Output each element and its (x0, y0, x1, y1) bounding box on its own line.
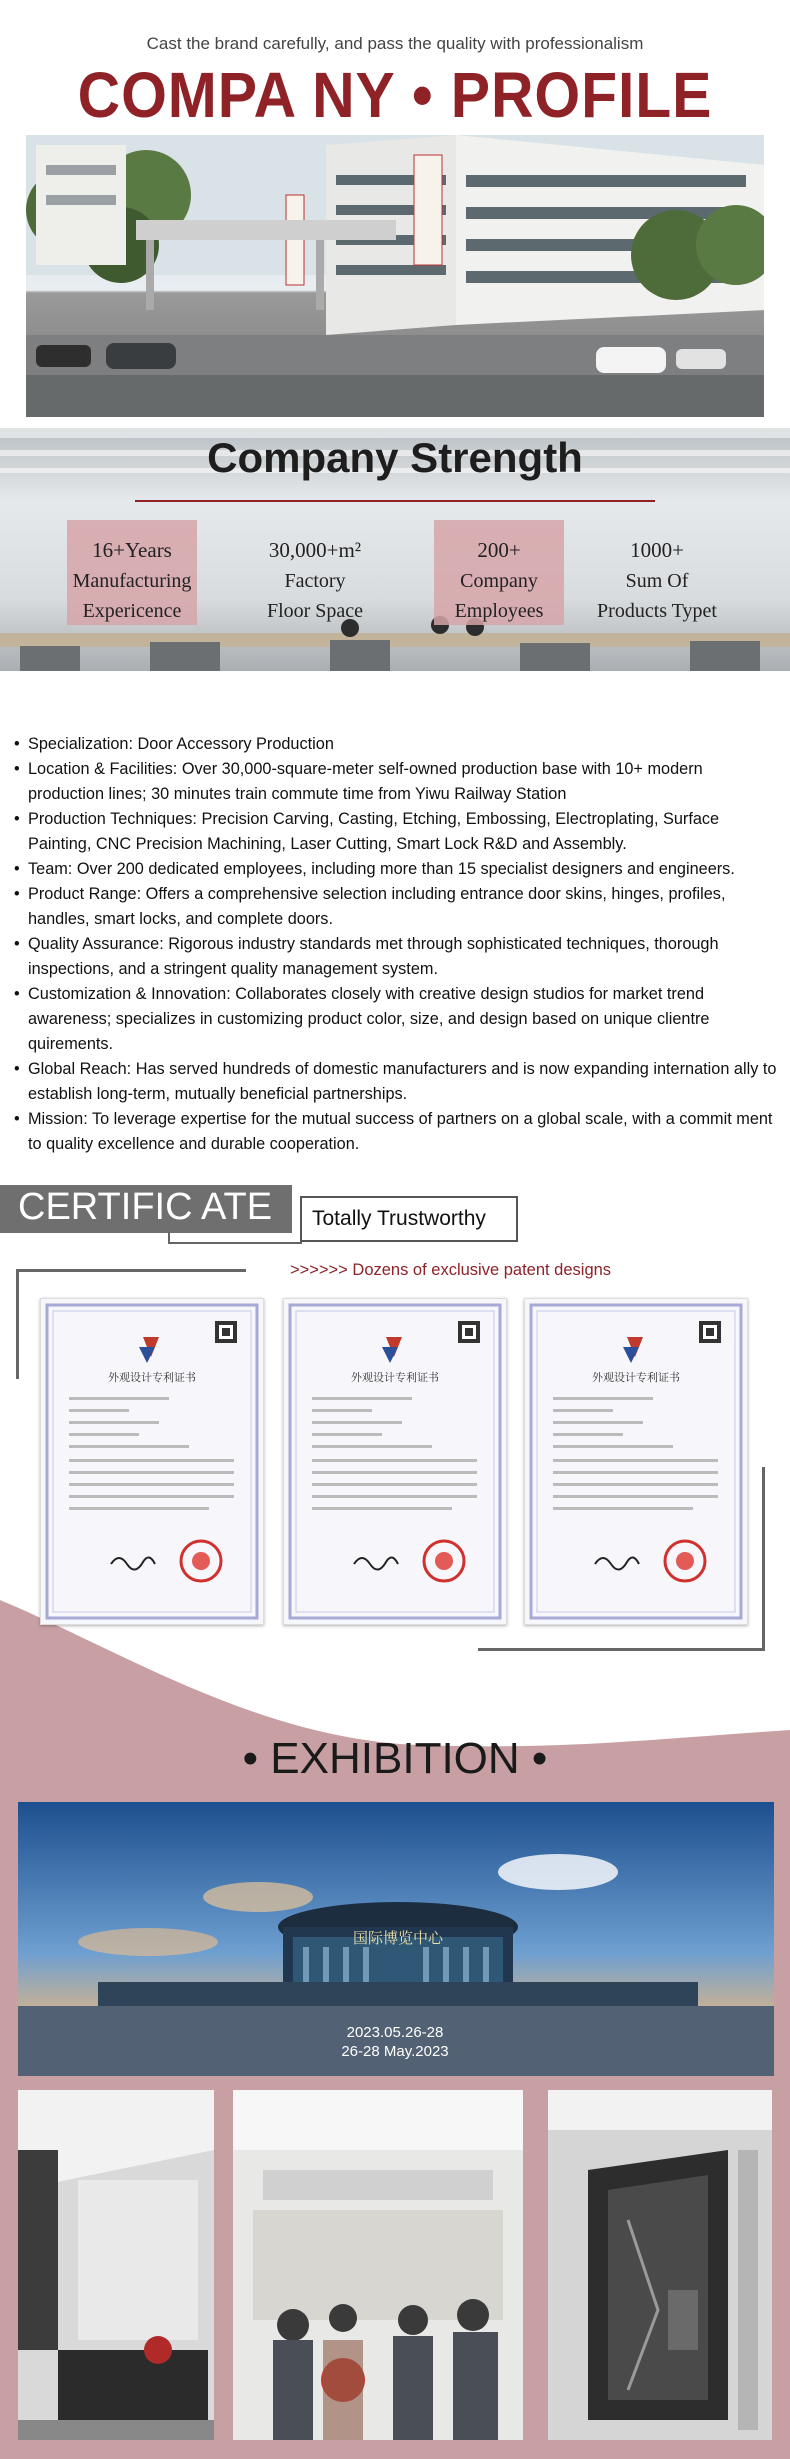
certificate-title: CERTIFIC ATE (18, 1186, 273, 1228)
list-item: • Production Techniques: Precision Carving, Casting, Etching, Embossing, Electroplating, Surface Painting, CNC Precision Machining, Laser Cutting, Smart Lock R&D and Assembly. (14, 807, 778, 857)
exhibition-title: • EXHIBITION • (242, 1734, 548, 1783)
list-item: • Team: Over 200 dedicated employees, including more than 15 specialist designers and engineers. (14, 857, 778, 882)
patent-line: >>>>>> Dozens of exclusive patent designs (290, 1261, 612, 1279)
strength-divider (135, 500, 655, 502)
list-item: • Specialization: Door Accessory Production (14, 732, 778, 757)
hall-sign: 国际博览中心 (352, 1929, 444, 1947)
exhibition-date-alt: 26-28 May.2023 (341, 2043, 449, 2060)
certificate-frame-line (762, 1467, 765, 1651)
tagline: Cast the brand carefully, and pass the quality with professionalism (146, 34, 644, 53)
trust-frame-line (168, 1242, 302, 1244)
patent-certificate (283, 1298, 507, 1625)
list-item: • Global Reach: Has served hundreds of domestic manufacturers and is now expanding internation ally to establish long-term, mutually beneficial partnerships. (14, 1057, 778, 1107)
certificate-doc-title: 外观设计专利证书 (108, 1371, 196, 1384)
factory-building-photo (26, 135, 764, 417)
strength-title: Company Strength (207, 434, 583, 481)
stat-label: Products Typet (597, 600, 717, 622)
stat-value: 1000+ (630, 538, 684, 562)
certificate-frame-line (16, 1269, 19, 1379)
certificate-doc-title: 外观设计专利证书 (351, 1371, 439, 1384)
stat-label: Factory (284, 570, 346, 592)
stat-company-employees (434, 520, 564, 625)
stat-label: Employees (454, 600, 544, 622)
patent-certificate (524, 1298, 748, 1625)
stat-label: Expericence (82, 600, 182, 622)
certificate-frame-line (478, 1648, 765, 1651)
booth-crowd-photo (233, 2090, 523, 2440)
list-item: • Location & Facilities: Over 30,000-square-meter self-owned production base with 10+ modern production lines; 30 minutes train commute time from Yiwu Railway Station (14, 757, 778, 807)
stat-value: 16+Years (92, 538, 172, 562)
company-details-list (14, 732, 778, 1157)
stat-label: Floor Space (266, 600, 364, 622)
stat-label: Manufacturing (72, 570, 192, 592)
certificate-frame-line (16, 1269, 246, 1272)
list-item: • Product Range: Offers a comprehensive selection including entrance door skins, hinges, profiles, handles, smart locks, and complete doors. (14, 882, 778, 932)
patent-certificate (40, 1298, 264, 1625)
trust-subtitle: Totally Trustworthy (312, 1207, 486, 1230)
stat-factory-floor-space (250, 520, 380, 625)
list-item: • Quality Assurance: Rigorous industry standards met through sophisticated techniques, thorough inspections, and a stringent quality management system. (14, 932, 778, 982)
booth-photo (18, 2090, 214, 2440)
certificate-doc-title: 外观设计专利证书 (592, 1371, 680, 1384)
stat-label: Sum Of (625, 570, 689, 592)
exhibition-date: 2023.05.26-28 (346, 2024, 444, 2041)
stat-label: Company (460, 570, 538, 592)
stat-manufacturing-experience (67, 520, 197, 625)
list-item: • Customization & Innovation: Collaborates closely with creative design studios for market trend awareness; specializes in customizing product color, size, and design based on unique clientre quirements. (14, 982, 778, 1057)
stat-value: 30,000+m² (268, 538, 362, 562)
list-item: • Mission: To leverage expertise for the mutual success of partners on a global scale, with a commit ment to quality excellence and durable cooperation. (14, 1107, 778, 1157)
company-profile-title: COMPA NY • PROFILE (77, 59, 713, 131)
stat-value: 200+ (477, 538, 521, 562)
booth-display-photo (548, 2090, 772, 2440)
stat-product-types (592, 520, 722, 625)
